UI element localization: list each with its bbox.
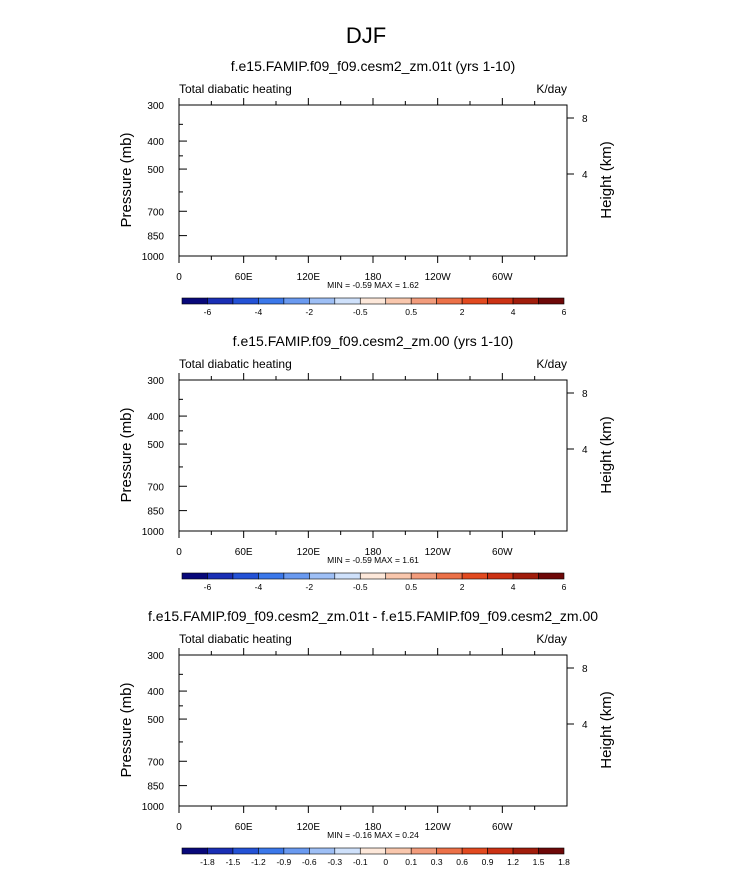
x-tick-label: 120E — [296, 822, 321, 833]
colorbar-label: 1.8 — [558, 857, 570, 867]
left-string: Total diabatic heating — [179, 632, 292, 646]
colorbar-box — [539, 848, 564, 854]
y-tick-label: 1000 — [141, 252, 164, 263]
min-max-stats: MIN = -0.59 MAX = 1.61 — [327, 555, 419, 565]
colorbar-box — [335, 848, 360, 854]
y-tick-label: 300 — [147, 376, 164, 387]
y-tick-label: 1000 — [141, 527, 164, 538]
colorbar-box — [360, 298, 385, 304]
x-tick-label: 180 — [364, 272, 382, 283]
x-tick-label: 60W — [492, 822, 513, 833]
x-tick-label: 60E — [234, 547, 253, 558]
y-tick-label: 400 — [147, 412, 164, 424]
colorbar-box — [437, 573, 462, 579]
height-axis-title: Height (km) — [598, 416, 615, 494]
figure-title: DJF — [345, 23, 387, 48]
y-tick-label: 500 — [147, 715, 164, 727]
colorbar-label: 1.2 — [507, 857, 519, 867]
colorbar-label: -1.5 — [225, 857, 241, 867]
colorbar-box — [233, 298, 258, 304]
panel-1 — [118, 333, 615, 592]
colorbar-box — [335, 573, 360, 579]
colorbar-label: 4 — [510, 307, 516, 317]
y-tick-label: 400 — [147, 137, 164, 149]
colorbar-box — [539, 573, 564, 579]
colorbar-box — [233, 573, 258, 579]
colorbar-label: -0.5 — [352, 582, 368, 592]
colorbar-label: 1.5 — [532, 857, 545, 867]
colorbar-box — [437, 848, 462, 854]
height-tick-label: 8 — [582, 114, 588, 125]
colorbar-box — [258, 573, 283, 579]
colorbar-label: -0.9 — [276, 857, 292, 867]
y-tick-label: 300 — [147, 101, 164, 112]
height-tick-label: 8 — [582, 389, 588, 400]
colorbar-box — [386, 848, 411, 854]
y-tick-label: 850 — [147, 231, 164, 243]
colorbar-label: -0.1 — [352, 857, 368, 867]
x-tick-label: 0 — [176, 547, 182, 558]
colorbar-box — [513, 848, 538, 854]
y-tick-label: 850 — [147, 506, 164, 518]
colorbar-label: 6 — [561, 307, 567, 317]
colorbar-box — [488, 573, 513, 579]
colorbar-box — [462, 848, 487, 854]
x-tick-label: 120E — [296, 547, 321, 558]
colorbar-box — [309, 573, 334, 579]
colorbar-label: -2 — [305, 307, 314, 317]
colorbar-label: -0.6 — [302, 857, 317, 867]
colorbar-label: -2 — [305, 582, 314, 592]
y-axis-title: Pressure (mb) — [118, 682, 135, 778]
colorbar-box — [437, 298, 462, 304]
x-tick-label: 120W — [424, 272, 451, 283]
y-tick-label: 500 — [147, 165, 164, 177]
x-tick-label: 60E — [234, 272, 253, 283]
colorbar-box — [539, 298, 564, 304]
colorbar-box — [284, 848, 309, 854]
colorbar-box — [360, 848, 385, 854]
min-max-stats: MIN = -0.16 MAX = 0.24 — [327, 830, 419, 840]
colorbar-box — [360, 573, 385, 579]
colorbar-box — [182, 573, 207, 579]
y-tick-label: 850 — [147, 781, 164, 793]
colorbar-label: 2 — [459, 307, 465, 317]
height-tick-label: 4 — [582, 445, 588, 456]
x-tick-label: 0 — [176, 822, 182, 833]
min-max-stats: MIN = -0.59 MAX = 1.62 — [327, 280, 419, 290]
colorbar-label: 0 — [383, 857, 389, 867]
units-label: K/day — [536, 632, 567, 646]
colorbar-box — [309, 298, 334, 304]
panel-0 — [118, 58, 615, 317]
colorbar-label: -0.3 — [327, 857, 343, 867]
x-tick-label: 120W — [424, 822, 451, 833]
colorbar-label: -1.2 — [251, 857, 266, 867]
plot-frame — [179, 655, 567, 806]
colorbar-label: 0.5 — [405, 307, 418, 317]
colorbar-box — [411, 573, 436, 579]
x-tick-label: 180 — [364, 822, 382, 833]
x-tick-label: 120W — [424, 547, 451, 558]
colorbar-label: -1.8 — [200, 857, 215, 867]
colorbar-label: 0.1 — [405, 857, 418, 867]
colorbar-box — [462, 298, 487, 304]
height-tick-label: 4 — [582, 170, 588, 181]
colorbar-box — [182, 298, 207, 304]
colorbar-box — [386, 573, 411, 579]
panel-title: f.e15.FAMIP.f09_f09.cesm2_zm.00 (yrs 1-10) — [232, 333, 514, 349]
height-axis-title: Height (km) — [598, 691, 615, 769]
colorbar-box — [233, 848, 258, 854]
colorbar-label: 0.5 — [405, 582, 418, 592]
y-tick-label: 300 — [147, 651, 164, 662]
x-tick-label: 180 — [364, 547, 382, 558]
colorbar-box — [513, 298, 538, 304]
colorbar-box — [284, 298, 309, 304]
colorbar-box — [462, 573, 487, 579]
y-tick-label: 700 — [147, 757, 164, 769]
height-tick-label: 4 — [582, 720, 588, 731]
panel-2 — [118, 608, 615, 867]
colorbar-box — [207, 298, 232, 304]
colorbar-box — [284, 573, 309, 579]
left-string: Total diabatic heating — [179, 357, 292, 371]
colorbar-box — [488, 848, 513, 854]
height-tick-label: 8 — [582, 664, 588, 675]
colorbar-box — [182, 848, 207, 854]
panel-title: f.e15.FAMIP.f09_f09.cesm2_zm.01t (yrs 1-10) — [230, 58, 516, 74]
height-axis-title: Height (km) — [598, 141, 615, 219]
colorbar-box — [335, 298, 360, 304]
colorbar-label: 2 — [459, 582, 465, 592]
y-tick-label: 700 — [147, 207, 164, 219]
colorbar-box — [386, 298, 411, 304]
colorbar-box — [411, 848, 436, 854]
colorbar-label: 0.9 — [481, 857, 494, 867]
y-axis-title: Pressure (mb) — [118, 407, 135, 503]
colorbar-box — [258, 848, 283, 854]
x-tick-label: 60W — [492, 547, 513, 558]
colorbar-box — [411, 298, 436, 304]
colorbar-label: -6 — [203, 582, 212, 592]
plot-frame — [179, 105, 567, 256]
colorbar-box — [488, 298, 513, 304]
x-tick-label: 120E — [296, 272, 321, 283]
colorbar-label: 0.6 — [456, 857, 469, 867]
colorbar-box — [513, 573, 538, 579]
colorbar-label: -4 — [254, 582, 263, 592]
y-tick-label: 1000 — [141, 802, 164, 813]
plot-frame — [179, 380, 567, 531]
colorbar-box — [258, 298, 283, 304]
x-tick-label: 0 — [176, 272, 182, 283]
x-tick-label: 60W — [492, 272, 513, 283]
units-label: K/day — [536, 357, 567, 371]
colorbar-label: -6 — [203, 307, 212, 317]
colorbar-label: -4 — [254, 307, 263, 317]
units-label: K/day — [536, 82, 567, 96]
colorbar-box — [207, 573, 232, 579]
colorbar-label: 4 — [510, 582, 516, 592]
colorbar-label: 6 — [561, 582, 567, 592]
colorbar-label: -0.5 — [352, 307, 368, 317]
colorbar-label: 0.3 — [430, 857, 443, 867]
y-axis-title: Pressure (mb) — [118, 132, 135, 228]
y-tick-label: 400 — [147, 687, 164, 699]
left-string: Total diabatic heating — [179, 82, 292, 96]
y-tick-label: 700 — [147, 482, 164, 494]
panel-title: f.e15.FAMIP.f09_f09.cesm2_zm.01t - f.e15.FAMIP.f09_f09.cesm2_zm.00 — [147, 608, 599, 624]
y-tick-label: 500 — [147, 440, 164, 452]
colorbar-box — [309, 848, 334, 854]
x-tick-label: 60E — [234, 822, 253, 833]
colorbar-box — [207, 848, 232, 854]
